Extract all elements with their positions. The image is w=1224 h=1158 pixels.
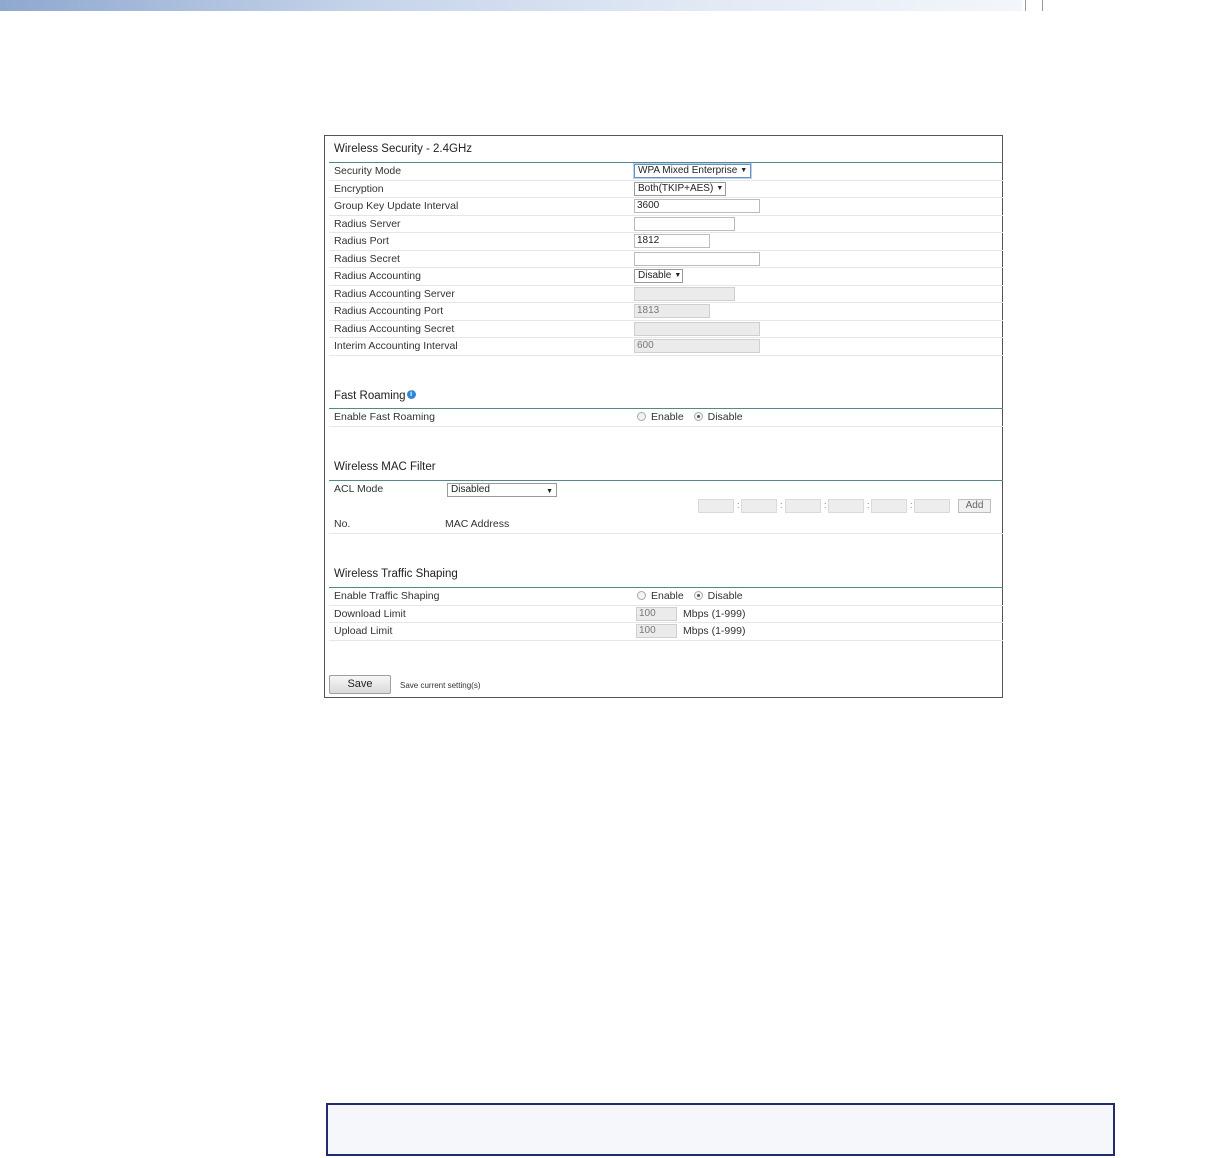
row-radius-secret xyxy=(329,251,1003,269)
row-label: Radius Accounting Server xyxy=(334,287,455,300)
radio-label: Disable xyxy=(707,590,743,602)
add-mac-button[interactable]: Add xyxy=(958,499,991,513)
row-download-limit xyxy=(329,606,1003,624)
header-divider xyxy=(1042,0,1043,11)
header-divider xyxy=(1025,0,1026,11)
select-value: Disabled xyxy=(451,484,490,495)
row-interim-accounting-interval xyxy=(329,338,1003,356)
row-label: Upload Limit xyxy=(334,625,393,637)
row-radius-accounting-server xyxy=(329,286,1003,304)
radius-accounting-port-input: 1813 xyxy=(634,304,710,318)
row-enable-traffic-shaping xyxy=(329,588,1003,606)
caret-down-icon: ▼ xyxy=(716,184,724,192)
row-security-mode xyxy=(329,163,1003,181)
caret-down-icon: ▼ xyxy=(546,488,553,495)
download-limit-input: 100 xyxy=(636,607,677,621)
row-label: Encryption xyxy=(334,182,384,195)
radius-port-input[interactable]: 1812 xyxy=(634,234,710,248)
column-header-no: No. xyxy=(334,518,351,530)
header-gradient-band xyxy=(0,0,1022,11)
upload-limit-input: 100 xyxy=(636,624,677,638)
row-label: Radius Accounting xyxy=(334,270,421,282)
row-label: Radius Secret xyxy=(334,252,400,265)
radio-label: Disable xyxy=(707,411,743,423)
caret-down-icon: ▼ xyxy=(740,167,748,174)
row-label: Radius Accounting Secret xyxy=(334,322,455,335)
download-unit: Mbps (1-999) xyxy=(683,607,746,620)
select-value: Disable xyxy=(638,270,672,281)
row-label: Radius Accounting Port xyxy=(334,305,444,317)
save-hint-text: Save current setting(s) xyxy=(400,681,481,690)
mac-octet-input[interactable] xyxy=(785,499,821,513)
traffic-shaping-radio-group xyxy=(637,590,743,602)
row-label: Enable Traffic Shaping xyxy=(334,590,440,602)
mac-octet-input[interactable] xyxy=(871,499,907,513)
interim-accounting-interval-input: 600 xyxy=(634,339,760,353)
row-radius-accounting-secret xyxy=(329,321,1003,339)
radio-label: Enable xyxy=(651,411,684,423)
security-mode-select[interactable] xyxy=(634,164,751,178)
row-radius-accounting-port xyxy=(329,303,1003,321)
row-upload-limit xyxy=(329,623,1003,641)
row-encryption xyxy=(329,181,1003,199)
mac-octet-input[interactable] xyxy=(914,499,950,513)
row-label: ACL Mode xyxy=(334,483,384,495)
row-group-key-interval xyxy=(329,198,1003,216)
mac-octet-input[interactable] xyxy=(828,499,864,513)
row-radius-server xyxy=(329,216,1003,234)
fast-roaming-disable-radio[interactable] xyxy=(694,412,703,421)
mac-separator: : xyxy=(867,500,870,510)
row-label: Radius Port xyxy=(334,235,389,247)
row-label: Download Limit xyxy=(334,607,406,620)
mac-separator: : xyxy=(824,500,827,510)
row-label: Interim Accounting Interval xyxy=(334,340,458,352)
caret-down-icon: ▼ xyxy=(674,272,682,279)
encryption-select[interactable] xyxy=(634,182,726,196)
row-label: Enable Fast Roaming xyxy=(334,411,435,423)
row-radius-port xyxy=(329,233,1003,251)
info-icon[interactable]: i xyxy=(407,390,416,399)
row-label: Security Mode xyxy=(334,165,402,177)
mac-separator: : xyxy=(737,500,740,510)
mac-separator: : xyxy=(910,500,913,510)
column-header-mac-address: MAC Address xyxy=(445,518,510,530)
radius-accounting-server-input xyxy=(634,287,735,301)
section-title-wireless-security: Wireless Security - 2.4GHz xyxy=(334,143,473,155)
fast-roaming-radio-group xyxy=(637,411,743,423)
acl-mode-select[interactable] xyxy=(447,483,557,497)
row-label: Group Key Update Interval xyxy=(334,200,459,212)
select-value: WPA Mixed Enterprise xyxy=(638,165,738,176)
radius-secret-input[interactable] xyxy=(634,252,760,266)
section-title-fast-roaming xyxy=(329,390,999,402)
settings-panel xyxy=(324,135,1003,698)
mac-table-header xyxy=(329,516,1003,534)
mac-octet-input[interactable] xyxy=(698,499,734,513)
row-acl-mode xyxy=(329,481,1003,499)
radius-server-input[interactable] xyxy=(634,217,735,231)
select-value: Both(TKIP+AES) xyxy=(638,182,714,194)
mac-octet-input[interactable] xyxy=(741,499,777,513)
traffic-shaping-disable-radio[interactable] xyxy=(694,591,703,600)
group-key-interval-input[interactable]: 3600 xyxy=(634,199,760,213)
note-box xyxy=(326,1103,1115,1156)
mac-separator: : xyxy=(780,500,783,510)
traffic-shaping-enable-radio[interactable] xyxy=(637,591,646,600)
row-radius-accounting xyxy=(329,268,1003,286)
upload-unit: Mbps (1-999) xyxy=(683,625,746,637)
radio-label: Enable xyxy=(651,590,684,602)
save-button[interactable]: Save xyxy=(329,675,391,694)
section-title-traffic-shaping: Wireless Traffic Shaping xyxy=(334,568,458,580)
row-mac-entry xyxy=(329,499,1003,516)
section-title-text: Fast Roaming xyxy=(334,390,406,402)
section-title-mac-filter: Wireless MAC Filter xyxy=(334,461,436,473)
radius-accounting-secret-input xyxy=(634,322,760,336)
radius-accounting-select[interactable] xyxy=(634,269,683,283)
row-enable-fast-roaming xyxy=(329,409,1003,427)
row-label: Radius Server xyxy=(334,217,401,230)
fast-roaming-enable-radio[interactable] xyxy=(637,412,646,421)
